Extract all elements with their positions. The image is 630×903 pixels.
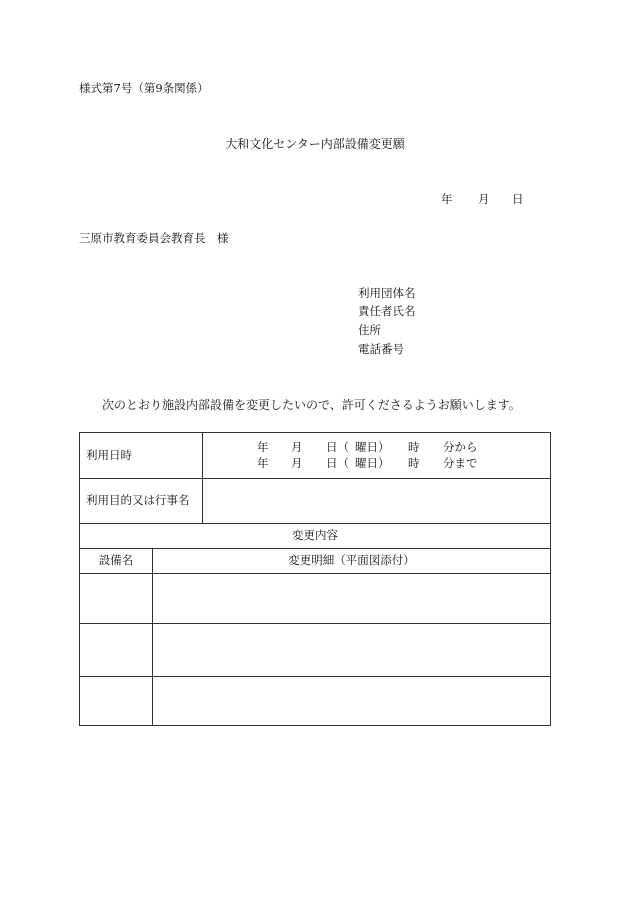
to-year: 年: [257, 456, 269, 470]
table-col-divider: [202, 433, 203, 523]
request-statement: 次のとおり施設内部設備を変更したいので、許可くださるようお願いします。: [102, 398, 521, 412]
from-hour: 時: [408, 440, 420, 454]
from-day: 日（: [326, 440, 349, 454]
addressee: 三原市教育委員会教育長 様: [79, 231, 229, 245]
table-row-divider: [80, 573, 550, 574]
from-month: 月: [291, 440, 303, 454]
from-minute: 分から: [443, 440, 478, 454]
to-hour: 時: [408, 456, 420, 470]
application-table: [79, 432, 551, 726]
to-minute: 分まで: [443, 456, 478, 470]
date-month-label: 月: [478, 192, 490, 206]
purpose-label: 利用目的又は行事名: [86, 493, 190, 507]
table-row-divider: [80, 623, 550, 624]
applicant-address-label: 住所: [358, 323, 381, 337]
date-day-label: 日: [512, 192, 524, 206]
table-row-divider: [80, 478, 550, 479]
form-number: 様式第7号（第9条関係）: [79, 81, 209, 95]
equipment-name-header: 設備名: [98, 553, 134, 567]
from-weekday: 曜日）: [355, 440, 390, 454]
applicant-responsible-person-label: 責任者氏名: [358, 304, 416, 318]
table-row-divider: [80, 676, 550, 677]
table-col-divider: [152, 548, 153, 726]
to-day: 日（: [326, 456, 349, 470]
applicant-org-name-label: 利用団体名: [358, 286, 416, 300]
table-row-divider: [80, 548, 550, 549]
usage-datetime-label: 利用日時: [86, 448, 132, 462]
to-weekday: 曜日）: [355, 456, 390, 470]
to-month: 月: [291, 456, 303, 470]
changes-heading: 変更内容: [292, 528, 338, 542]
date-year-label: 年: [441, 192, 453, 206]
from-year: 年: [257, 440, 269, 454]
table-row-divider: [80, 523, 550, 524]
applicant-phone-label: 電話番号: [358, 342, 404, 356]
change-details-header: 変更明細（平面図添付）: [288, 553, 415, 567]
document-title: 大和文化センター内部設備変更願: [225, 137, 405, 151]
